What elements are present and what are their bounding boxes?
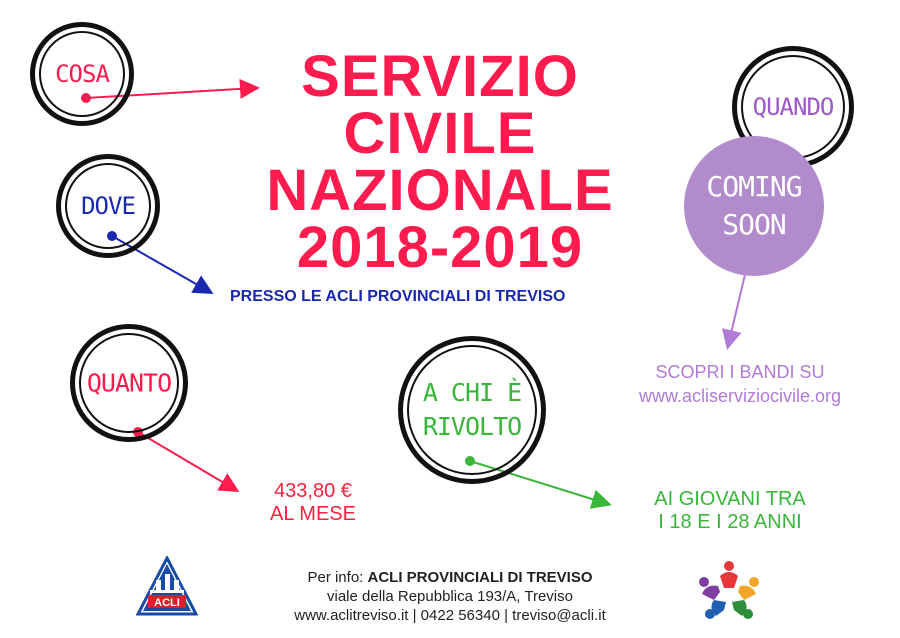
servizio-civile-logo (696, 558, 762, 622)
a-chi-label (403, 376, 541, 444)
title-line2: CIVILE (343, 101, 537, 166)
quando-label: QUANDO (752, 93, 834, 121)
scopri-text (590, 360, 890, 408)
quanto-value (248, 480, 378, 526)
coming-soon-line2: SOON (722, 208, 786, 241)
scopri-line1: SCOPRI I BANDI SU (655, 362, 825, 382)
page-title (250, 44, 630, 280)
title-line4: 2018-2019 (296, 215, 584, 280)
cosa-circle (30, 22, 134, 126)
giovani-text (610, 488, 850, 534)
footer-prefix: Per info: (307, 569, 368, 586)
coming-soon-bubble (684, 136, 824, 276)
coming-soon-line1: COMING (706, 170, 802, 203)
a-chi-line2: RIVOLTO (422, 412, 522, 441)
footer-info (220, 568, 680, 625)
quanto-period: AL MESE (270, 503, 356, 525)
title-line3: NAZIONALE (266, 158, 614, 223)
giovani-line2: I 18 E I 28 ANNI (658, 511, 802, 533)
acli-logo-text: ACLI (154, 597, 180, 609)
quanto-label: QUANTO (86, 368, 172, 398)
footer-org: ACLI PROVINCIALI DI TREVISO (367, 569, 593, 586)
acli-logo (136, 556, 198, 618)
giovani-line1: AI GIOVANI TRA (654, 488, 806, 510)
quanto-amount: 433,80 € (274, 480, 352, 502)
dove-circle (56, 154, 160, 258)
a-chi-circle (398, 336, 546, 484)
scopri-link[interactable]: www.acliserviziocivile.org (638, 386, 842, 406)
presso-text: PRESSO LE ACLI PROVINCIALI DI TREVISO (230, 288, 566, 305)
footer-line1 (220, 568, 680, 587)
title-line1: SERVIZIO (301, 44, 579, 109)
cosa-label: COSA (55, 60, 109, 88)
footer-contacts[interactable]: www.aclitreviso.it | 0422 56340 | treviso@acli.it (294, 607, 606, 624)
footer-address: viale della Repubblica 193/A, Treviso (327, 588, 573, 605)
star-figures-icon (699, 561, 759, 619)
a-chi-line1: A CHI È (422, 378, 522, 407)
dove-label: DOVE (81, 192, 135, 220)
quanto-circle (70, 324, 188, 442)
